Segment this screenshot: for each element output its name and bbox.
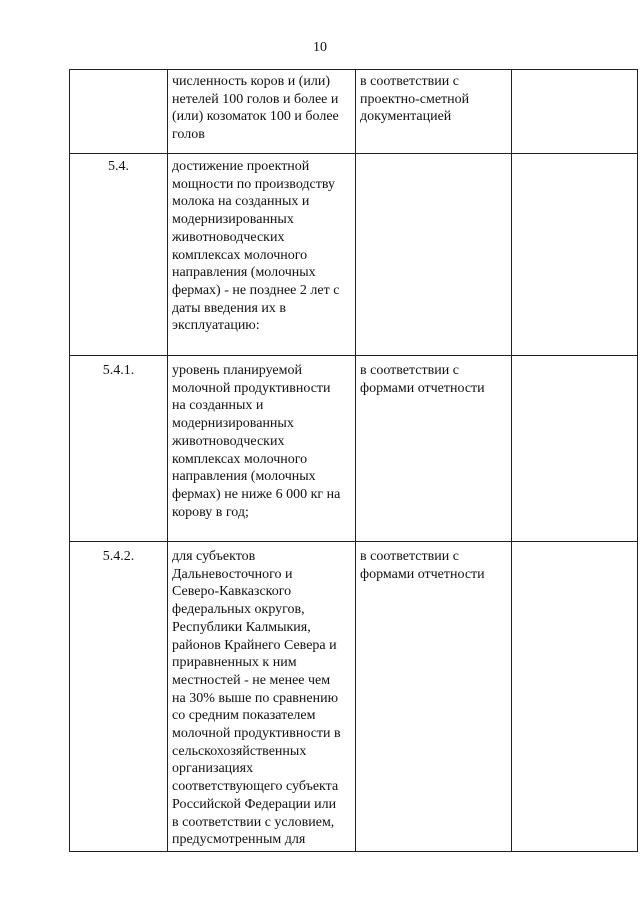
row-empty-cell xyxy=(512,70,638,154)
row-empty-cell xyxy=(512,542,638,852)
page-number: 10 xyxy=(313,40,327,55)
row-empty-cell xyxy=(512,356,638,542)
row-requirement-text: для субъектов Дальневосточного и Северо-Кавказского федеральных округов, Республики Калмыкия, районов Крайнего Севера и приравненных к ним местностей - не менее чем на 30% выше по сравнению со средним показателем молочной продуктивности в сельскохозяйственных организациях соответствующего субъекта Российской Федерации или в соответствии с условием, предусмотренным для xyxy=(168,542,356,852)
table-row xyxy=(70,356,638,542)
row-empty-cell xyxy=(512,154,638,356)
table-row xyxy=(70,70,638,154)
row-source-text: в соответствии с проектно-сметной документацией xyxy=(356,70,512,154)
row-number: 5.4. xyxy=(70,154,168,356)
row-requirement-text: достижение проектной мощности по производству молока на созданных и модернизированных животноводческих комплексах молочного направления (молочных фермах) - не позднее 2 лет с даты введения их в эксплуатацию: xyxy=(168,154,356,356)
row-number: 5.4.2. xyxy=(70,542,168,852)
row-number xyxy=(70,70,168,154)
requirements-table xyxy=(69,69,638,852)
row-source-text xyxy=(356,154,512,356)
table-row xyxy=(70,154,638,356)
row-source-text: в соответствии с формами отчетности xyxy=(356,542,512,852)
row-source-text: в соответствии с формами отчетности xyxy=(356,356,512,542)
row-requirement-text: численность коров и (или) нетелей 100 голов и более и (или) козоматок 100 и более голов xyxy=(168,70,356,154)
table-row xyxy=(70,542,638,852)
row-number: 5.4.1. xyxy=(70,356,168,542)
row-requirement-text: уровень планируемой молочной продуктивности на созданных и модернизированных животноводческих комплексах молочного направления (молочных фермах) не ниже 6 000 кг на корову в год; xyxy=(168,356,356,542)
